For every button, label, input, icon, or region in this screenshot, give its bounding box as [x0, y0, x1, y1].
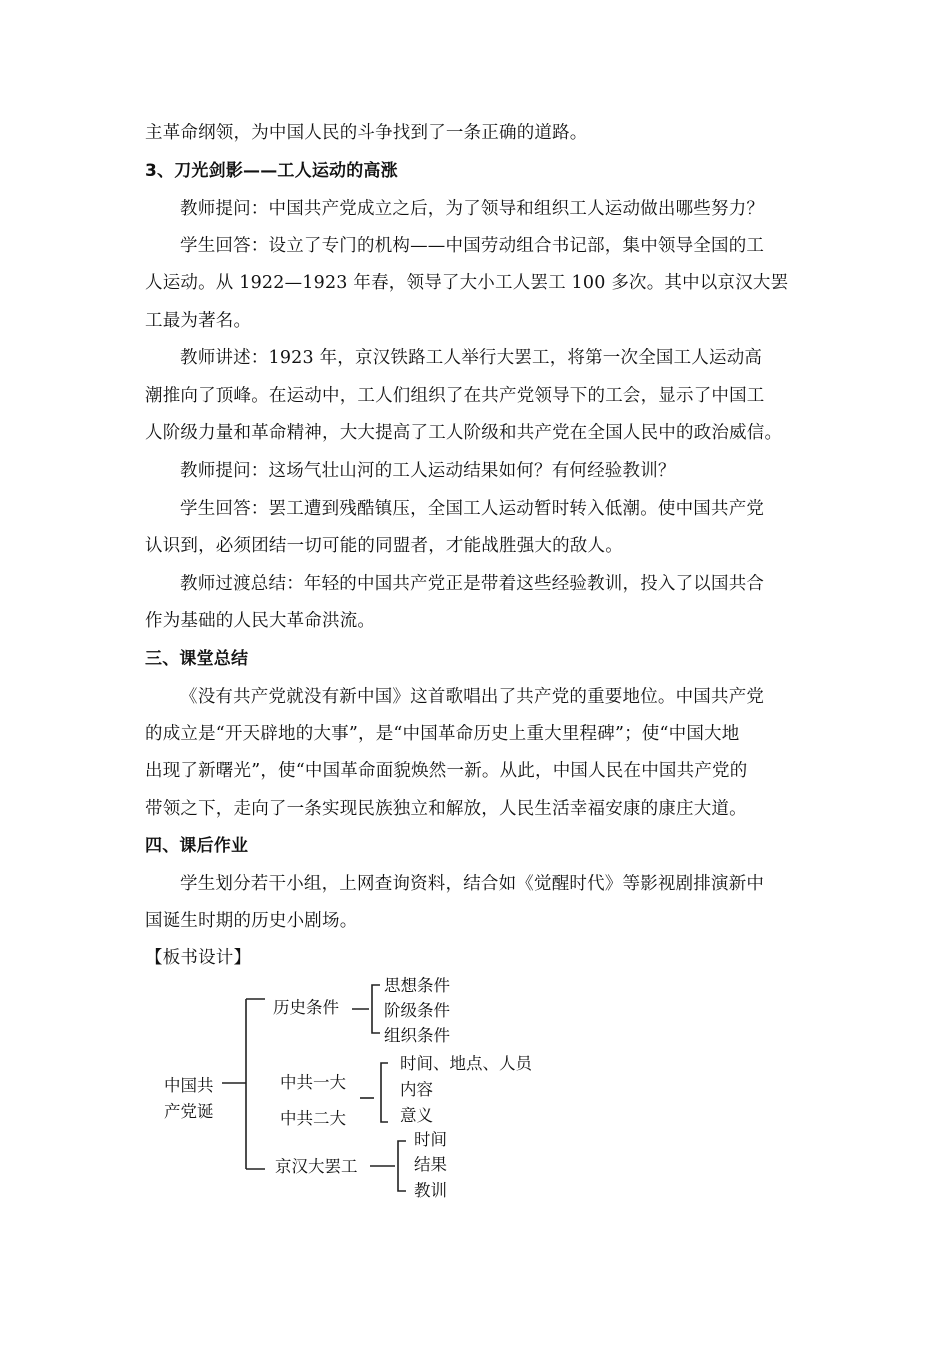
board-branch-jinghan-strike: 京汉大罢工 — [275, 1157, 358, 1176]
board-title: 【板书设计】 — [145, 948, 252, 968]
paragraph-line: 教师讲述：1923 年，京汉铁路工人举行大罢工，将第一次全国工人运动高 — [180, 348, 763, 368]
paragraph-line: 教师提问：中国共产党成立之后，为了领导和组织工人运动做出哪些努力？ — [180, 199, 765, 219]
board-root-line1: 中国共 — [164, 1076, 214, 1095]
paragraph-line: 出现了新曙光”，使“中国革命面貌焕然一新。从此，中国人民在中国共产党的 — [145, 761, 748, 781]
paragraph-line: 人阶级力量和革命精神，大大提高了工人阶级和共产党在全国人民中的政治威信。 — [145, 423, 783, 443]
board-root-line2: 产党诞 — [164, 1102, 214, 1121]
board-item: 教训 — [414, 1181, 447, 1200]
paragraph-line: 人运动。从 1922—1923 年春，领导了大小工人罢工 100 多次。其中以京汉大罢 — [145, 273, 789, 293]
section-heading: 3、刀光剑影——工人运动的高涨 — [145, 161, 398, 181]
paragraph-line: 认识到，必须团结一切可能的同盟者，才能战胜强大的敌人。 — [145, 536, 623, 556]
board-branch-first-congress: 中共一大 — [280, 1073, 346, 1092]
paragraph-line: 潮推向了顶峰。在运动中，工人们组织了在共产党领导下的工会，显示了中国工 — [145, 386, 765, 406]
board-item: 内容 — [400, 1080, 433, 1099]
board-item: 意义 — [400, 1106, 433, 1125]
board-item: 思想条件 — [384, 976, 450, 995]
paragraph-line: 教师过渡总结：年轻的中国共产党正是带着这些经验教训，投入了以国共合 — [180, 574, 765, 594]
section-heading: 三、课堂总结 — [145, 649, 249, 669]
board-item: 阶级条件 — [384, 1001, 450, 1020]
paragraph-line: 《没有共产党就没有新中国》这首歌唱出了共产党的重要地位。中国共产党 — [180, 687, 765, 707]
board-branch-historical-conditions: 历史条件 — [273, 998, 339, 1017]
board-item: 组织条件 — [384, 1026, 450, 1045]
paragraph-line: 教师提问：这场气壮山河的工人运动结果如何？有何经验教训？ — [180, 461, 676, 481]
board-item: 结果 — [414, 1155, 447, 1174]
paragraph-line: 学生回答：设立了专门的机构——中国劳动组合书记部，集中领导全国的工 — [180, 236, 765, 256]
section-heading: 四、课后作业 — [145, 836, 249, 856]
paragraph-line: 国诞生时期的历史小剧场。 — [145, 911, 358, 931]
board-item: 时间、地点、人员 — [400, 1054, 532, 1073]
paragraph-line: 主革命纲领，为中国人民的斗争找到了一条正确的道路。 — [145, 123, 588, 143]
paragraph-line: 带领之下，走向了一条实现民族独立和解放，人民生活幸福安康的康庄大道。 — [145, 799, 747, 819]
paragraph-line: 的成立是“开天辟地的大事”，是“中国革命历史上重大里程碑”；使“中国大地 — [145, 724, 740, 744]
board-item: 时间 — [414, 1130, 447, 1149]
board-branch-second-congress: 中共二大 — [280, 1109, 346, 1128]
paragraph-line: 学生划分若干小组，上网查询资料，结合如《觉醒时代》等影视剧排演新中 — [180, 874, 765, 894]
paragraph-line: 学生回答：罢工遭到残酷镇压，全国工人运动暂时转入低潮。使中国共产党 — [180, 499, 765, 519]
paragraph-line: 工最为著名。 — [145, 311, 252, 331]
paragraph-line: 作为基础的人民大革命洪流。 — [145, 611, 376, 631]
